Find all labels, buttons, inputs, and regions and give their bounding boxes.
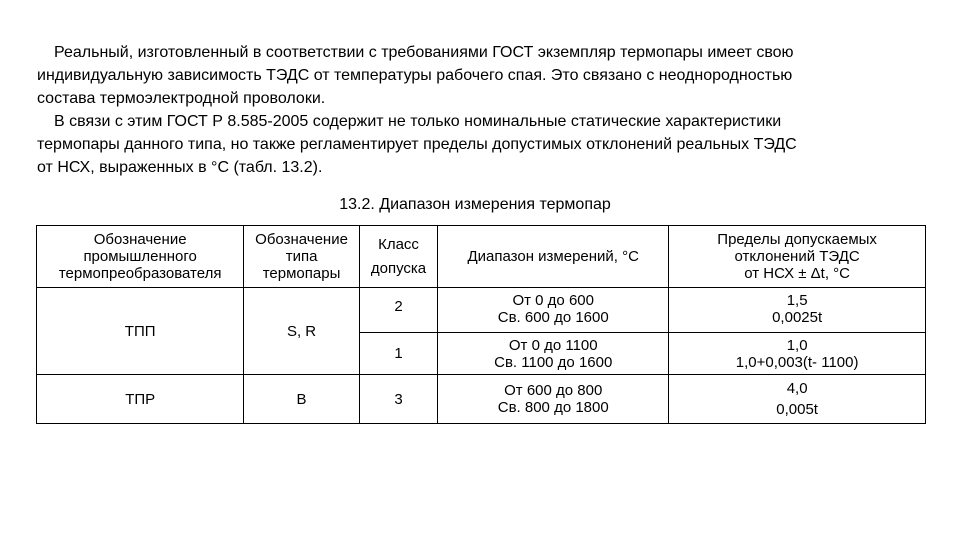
paragraph-line: от НСХ, выраженных в °С (табл. 13.2). <box>37 159 323 176</box>
cell-type: S, R <box>244 288 359 375</box>
cell-limits <box>669 375 926 424</box>
header-text: промышленного <box>83 248 197 265</box>
limits-text: 1,0 <box>786 336 808 354</box>
header-range <box>438 226 669 288</box>
header-text: типа <box>285 248 318 265</box>
header-text: Класс <box>378 235 419 253</box>
cell-class: 3 <box>359 375 437 424</box>
limits-text: 1,0+0,003(t- 1100) <box>735 353 859 371</box>
header-text: Обозначение <box>255 231 348 248</box>
header-designation <box>37 226 244 288</box>
paragraph-line: В связи с этим ГОСТ Р 8.585-2005 содержит не только номинальные статические характеристики <box>54 113 782 130</box>
cell-class: 1 <box>359 333 437 375</box>
limits-text: 0,0025t <box>772 309 823 326</box>
header-type <box>244 226 359 288</box>
range-text: Св. 600 до 1600 <box>497 309 609 326</box>
table-row <box>37 288 926 333</box>
cell-range <box>438 288 669 333</box>
cell-class: 2 <box>359 288 437 333</box>
cell-designation: ТПП <box>37 288 244 375</box>
range-text: Св. 1100 до 1600 <box>494 353 613 371</box>
header-text: Диапазон измерений, °С <box>467 248 639 265</box>
header-text: термопары <box>262 265 341 282</box>
table-header-row <box>37 226 926 288</box>
limits-text: 4,0 <box>786 380 808 397</box>
paragraph-line: состава термоэлектродной проволоки. <box>37 90 326 107</box>
paragraph-line: термопары данного типа, но также регламентирует пределы допустимых отклонений реальных ТЭДС <box>37 136 797 153</box>
limits-text: 0,005t <box>776 401 818 418</box>
table-row <box>37 375 926 424</box>
header-text: Пределы допускаемых <box>717 231 877 248</box>
cell-range <box>438 333 669 375</box>
cell-limits <box>669 288 926 333</box>
cell-limits <box>669 333 926 375</box>
cell-designation: ТПР <box>37 375 244 424</box>
paragraph-line: индивидуальную зависимость ТЭДС от температуры рабочего спая. Это связано с неоднородностью <box>37 67 793 84</box>
range-text: От 600 до 800 <box>504 382 603 399</box>
thermocouple-table <box>36 225 926 424</box>
limits-text: 1,5 <box>786 292 808 309</box>
paragraph-line: Реальный, изготовленный в соответствии с требованиями ГОСТ экземпляр термопары имеет свою <box>54 44 794 61</box>
table-title: 13.2. Диапазон измерения термопар <box>339 196 611 213</box>
header-text: отклонений ТЭДС <box>734 248 860 265</box>
cell-type: В <box>244 375 359 424</box>
header-text: термопреобразователя <box>58 265 222 282</box>
body-text <box>37 41 917 179</box>
header-text: Обозначение <box>93 231 187 248</box>
header-limits <box>669 226 926 288</box>
range-text: От 0 до 600 <box>512 292 594 309</box>
header-text: допуска <box>370 259 427 277</box>
range-text: От 0 до 1100 <box>508 336 598 354</box>
header-text: от НСХ ± Δt, °С <box>744 265 851 282</box>
cell-range <box>438 375 669 424</box>
range-text: Св. 800 до 1800 <box>497 399 609 416</box>
header-class <box>359 226 437 288</box>
